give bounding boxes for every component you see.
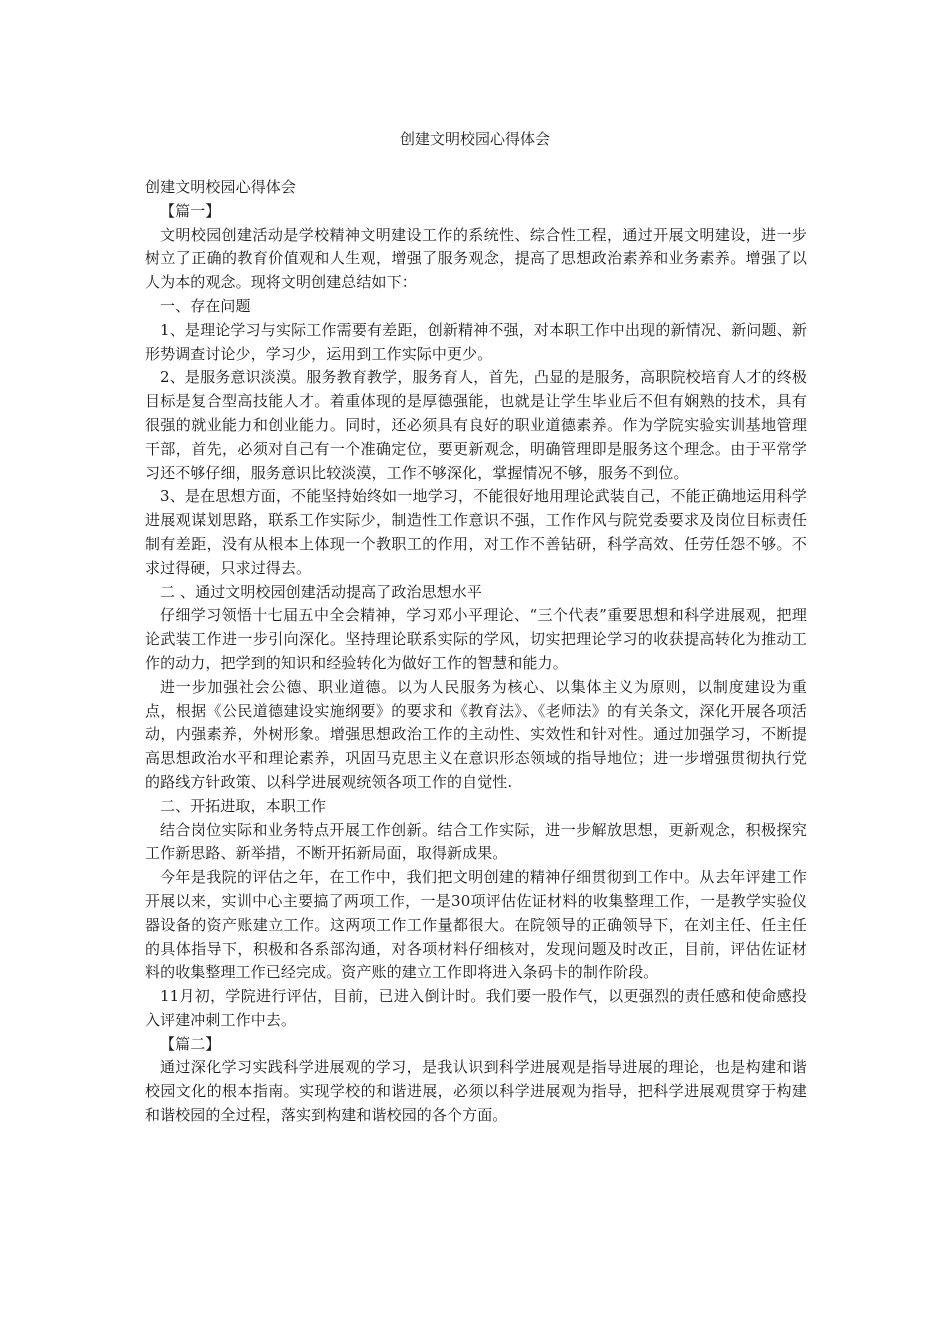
section-heading: 一、存在问题: [160, 296, 251, 315]
section-label-part-two: 【篇二】: [160, 1034, 221, 1053]
section-label-part-one: 【篇一】: [160, 201, 221, 220]
section-heading: 二 、通过文明校园创建活动提高了政治思想水平: [160, 582, 482, 601]
paragraph: 仔细学习领悟十七届五中全会精神，学习邓小平理论、“三个代表”重要思想和科学进展观，把理论武装工作进一步引向深化。坚持理论联系实际的学风，切实把理论学习的收获提高转化为推动工作的动力，把学到的知识和经验转化为做好工作的智慧和能力。: [145, 606, 807, 672]
paragraph: 2、是服务意识淡漠。服务教育教学，服务育人，首先，凸显的是服务，高职院校培育人才的终极目标是复合型高技能人才。着重体现的是厚德强能，也就是让学生毕业后不但有娴熟的技术，具有很强的就业能力和创业能力。同时，还必须具有良好的职业道德素养。作为学院实验实训基地管理干部，首先，必须对自己有一个准确定位，要更新观念，明确管理即是服务这个理念。由于平常学习还不够仔细，服务意识比较淡漠，工作不够深化，掌握情况不够，服务不到位。: [145, 368, 807, 482]
section-heading: 二、开拓进取，本职工作: [160, 796, 327, 815]
document-title: 创建文明校园心得体会: [399, 130, 550, 148]
paragraph: 11月初，学院进行评估，目前，已进入倒计时。我们要一股作气，以更强烈的责任感和使命感投入评建冲刺工作中去。: [145, 987, 807, 1029]
paragraph: 今年是我院的评估之年，在工作中，我们把文明创建的精神仔细贯彻到工作中。从去年评建工作开展以来，实训中心主要搞了两项工作，一是30项评估佐证材料的收集整理工作，一是教学实验仪器设备的资产账建立工作。这两项工作工作量都很大。在院领导的正确领导下，在刘主任、任主任的具体指导下，积极和各系部沟通，对各项材料仔细核对，发现问题及时改正，目前，评估佐证材料的收集整理工作已经完成。资产账的建立工作即将进入条码卡的制作阶段。: [145, 868, 807, 982]
paragraph-heading: 创建文明校园心得体会: [145, 178, 297, 196]
paragraph: 通过深化学习实践科学进展观的学习，是我认识到科学进展观是指导进展的理论，也是构建和谐校园文化的根本指南。实现学校的和谐进展，必须以科学进展观为指导，把科学进展观贯穿于构建和谐校园的全过程，落实到构建和谐校园的各个方面。: [145, 1058, 807, 1125]
paragraph: 3、是在思想方面，不能坚持始终如一地学习，不能很好地用理论武装自己，不能正确地运用科学进展观谋划思路，联系工作实际少，制造性工作意识不强，工作作风与院党委要求及岗位目标责任制有差距，没有从根本上体现一个教职工的作用，对工作不善钻研，科学高效、任劳任怨不够。不求过得硬，只求过得去。: [145, 487, 807, 577]
paragraph: 结合岗位实际和业务特点开展工作创新。结合工作实际，进一步解放思想，更新观念，积极探究工作新思路、新举措，不断开拓新局面，取得新成果。: [145, 820, 807, 863]
paragraph: 进一步加强社会公德、职业道德。以为人民服务为核心、以集体主义为原则，以制度建设为重点，根据《公民道德建设实施纲要》的要求和《教育法》、《老师法》的有关条文，深化开展各项活动，内强素养，外树形象。增强思想政治工作的主动性、实效性和针对性。通过加强学习，不断提高思想政治水平和理论素养，巩固马克思主义在意识形态领域的指导地位；进一步增强贯彻执行党的路线方针政策、以科学进展观统领各项工作的自觉性.: [145, 677, 807, 791]
document-body: [145, 176, 807, 1128]
paragraph: 文明校园创建活动是学校精神文明建设工作的系统性、综合性工程，通过开展文明建设，进一步树立了正确的教育价值观和人生观，增强了服务观念，提高了思想政治素养和业务素养。增强了以人为本的观念。现将文明创建总结如下：: [145, 225, 807, 292]
paragraph: 1、是理论学习与实际工作需要有差距，创新精神不强，对本职工作中出现的新情况、新问题、新形势调查讨论少，学习少，运用到工作实际中更少。: [145, 320, 807, 363]
